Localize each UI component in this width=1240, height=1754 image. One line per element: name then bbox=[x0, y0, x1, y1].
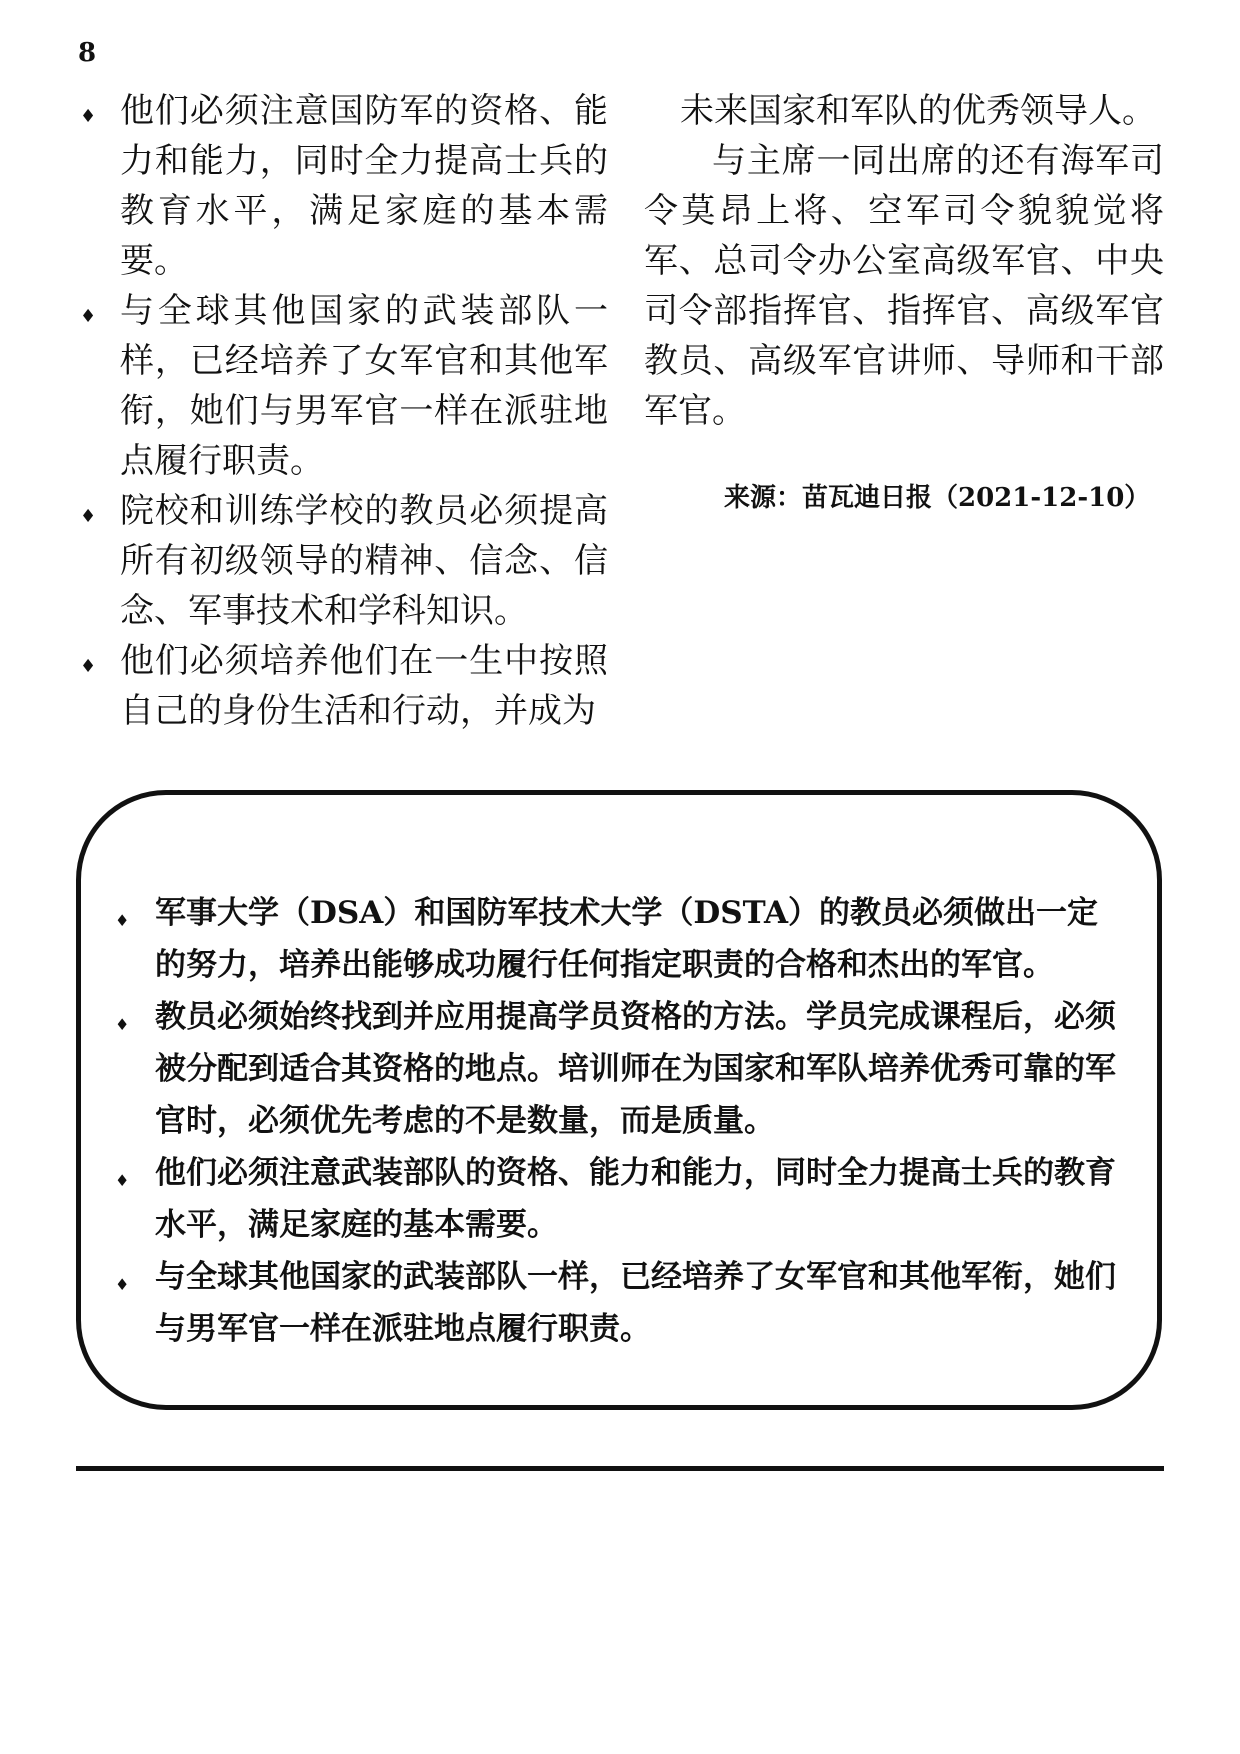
left-column bbox=[78, 86, 608, 736]
left-bullet-list bbox=[78, 86, 608, 736]
diamond-bullet-icon: ♦ bbox=[115, 911, 130, 930]
continuation-text: 未来国家和军队的优秀领导人。 bbox=[680, 91, 1156, 131]
bullet-text: 与全球其他国家的武装部队一样，已经培养了女军官和其他军衔，她们与男军官一样在派驻地点履行职责。 bbox=[120, 291, 608, 481]
list-item bbox=[113, 887, 1123, 991]
diamond-bullet-icon: ♦ bbox=[80, 106, 97, 127]
bullet-text: 与全球其他国家的武装部队一样，已经培养了女军官和其他军衔，她们与男军官一样在派驻地点履行职责。 bbox=[155, 1259, 1116, 1347]
source-citation: 来源：苗瓦迪日报（2021-12-10） bbox=[724, 483, 1151, 513]
bullet-text: 他们必须注意武装部队的资格、能力和能力，同时全力提高士兵的教育水平，满足家庭的基本需要。 bbox=[155, 1155, 1116, 1243]
right-column bbox=[644, 86, 1164, 518]
bullet-text: 他们必须培养他们在一生中按照自己的身份生活和行动，并成为 bbox=[120, 641, 608, 731]
diamond-bullet-icon: ♦ bbox=[115, 1015, 130, 1034]
diamond-bullet-icon: ♦ bbox=[115, 1275, 130, 1294]
list-item bbox=[78, 86, 608, 286]
diamond-bullet-icon: ♦ bbox=[80, 506, 97, 527]
attendees-paragraph: 与主席一同出席的还有海军司令莫昂上将、空军司令貌貌觉将军、总司令办公室高级军官、中央司令部指挥官、指挥官、高级军官教员、高级军官讲师、导师和干部军官。 bbox=[644, 141, 1164, 431]
diamond-bullet-icon: ♦ bbox=[80, 656, 97, 677]
summary-callout-box bbox=[76, 790, 1162, 1410]
bullet-text: 他们必须注意国防军的资格、能力和能力，同时全力提高士兵的教育水平，满足家庭的基本需要。 bbox=[120, 91, 608, 281]
bottom-divider bbox=[76, 1466, 1164, 1471]
bullet-text: 军事大学（DSA）和国防军技术大学（DSTA）的教员必须做出一定的努力，培养出能够成功履行任何指定职责的合格和杰出的军官。 bbox=[155, 895, 1099, 983]
diamond-bullet-icon: ♦ bbox=[115, 1171, 130, 1190]
list-item bbox=[113, 1251, 1123, 1355]
list-item bbox=[113, 991, 1123, 1147]
list-item bbox=[78, 486, 608, 636]
bullet-text: 院校和训练学校的教员必须提高所有初级领导的精神、信念、信念、军事技术和学科知识。 bbox=[120, 491, 608, 631]
list-item bbox=[113, 1147, 1123, 1251]
list-item bbox=[78, 636, 608, 736]
list-item bbox=[78, 286, 608, 486]
callout-bullet-list bbox=[113, 887, 1123, 1355]
diamond-bullet-icon: ♦ bbox=[80, 306, 97, 327]
page-number: 8 bbox=[78, 38, 97, 68]
bullet-text: 教员必须始终找到并应用提高学员资格的方法。学员完成课程后，必须被分配到适合其资格的地点。培训师在为国家和军队培养优秀可靠的军官时，必须优先考虑的不是数量，而是质量。 bbox=[155, 999, 1116, 1139]
